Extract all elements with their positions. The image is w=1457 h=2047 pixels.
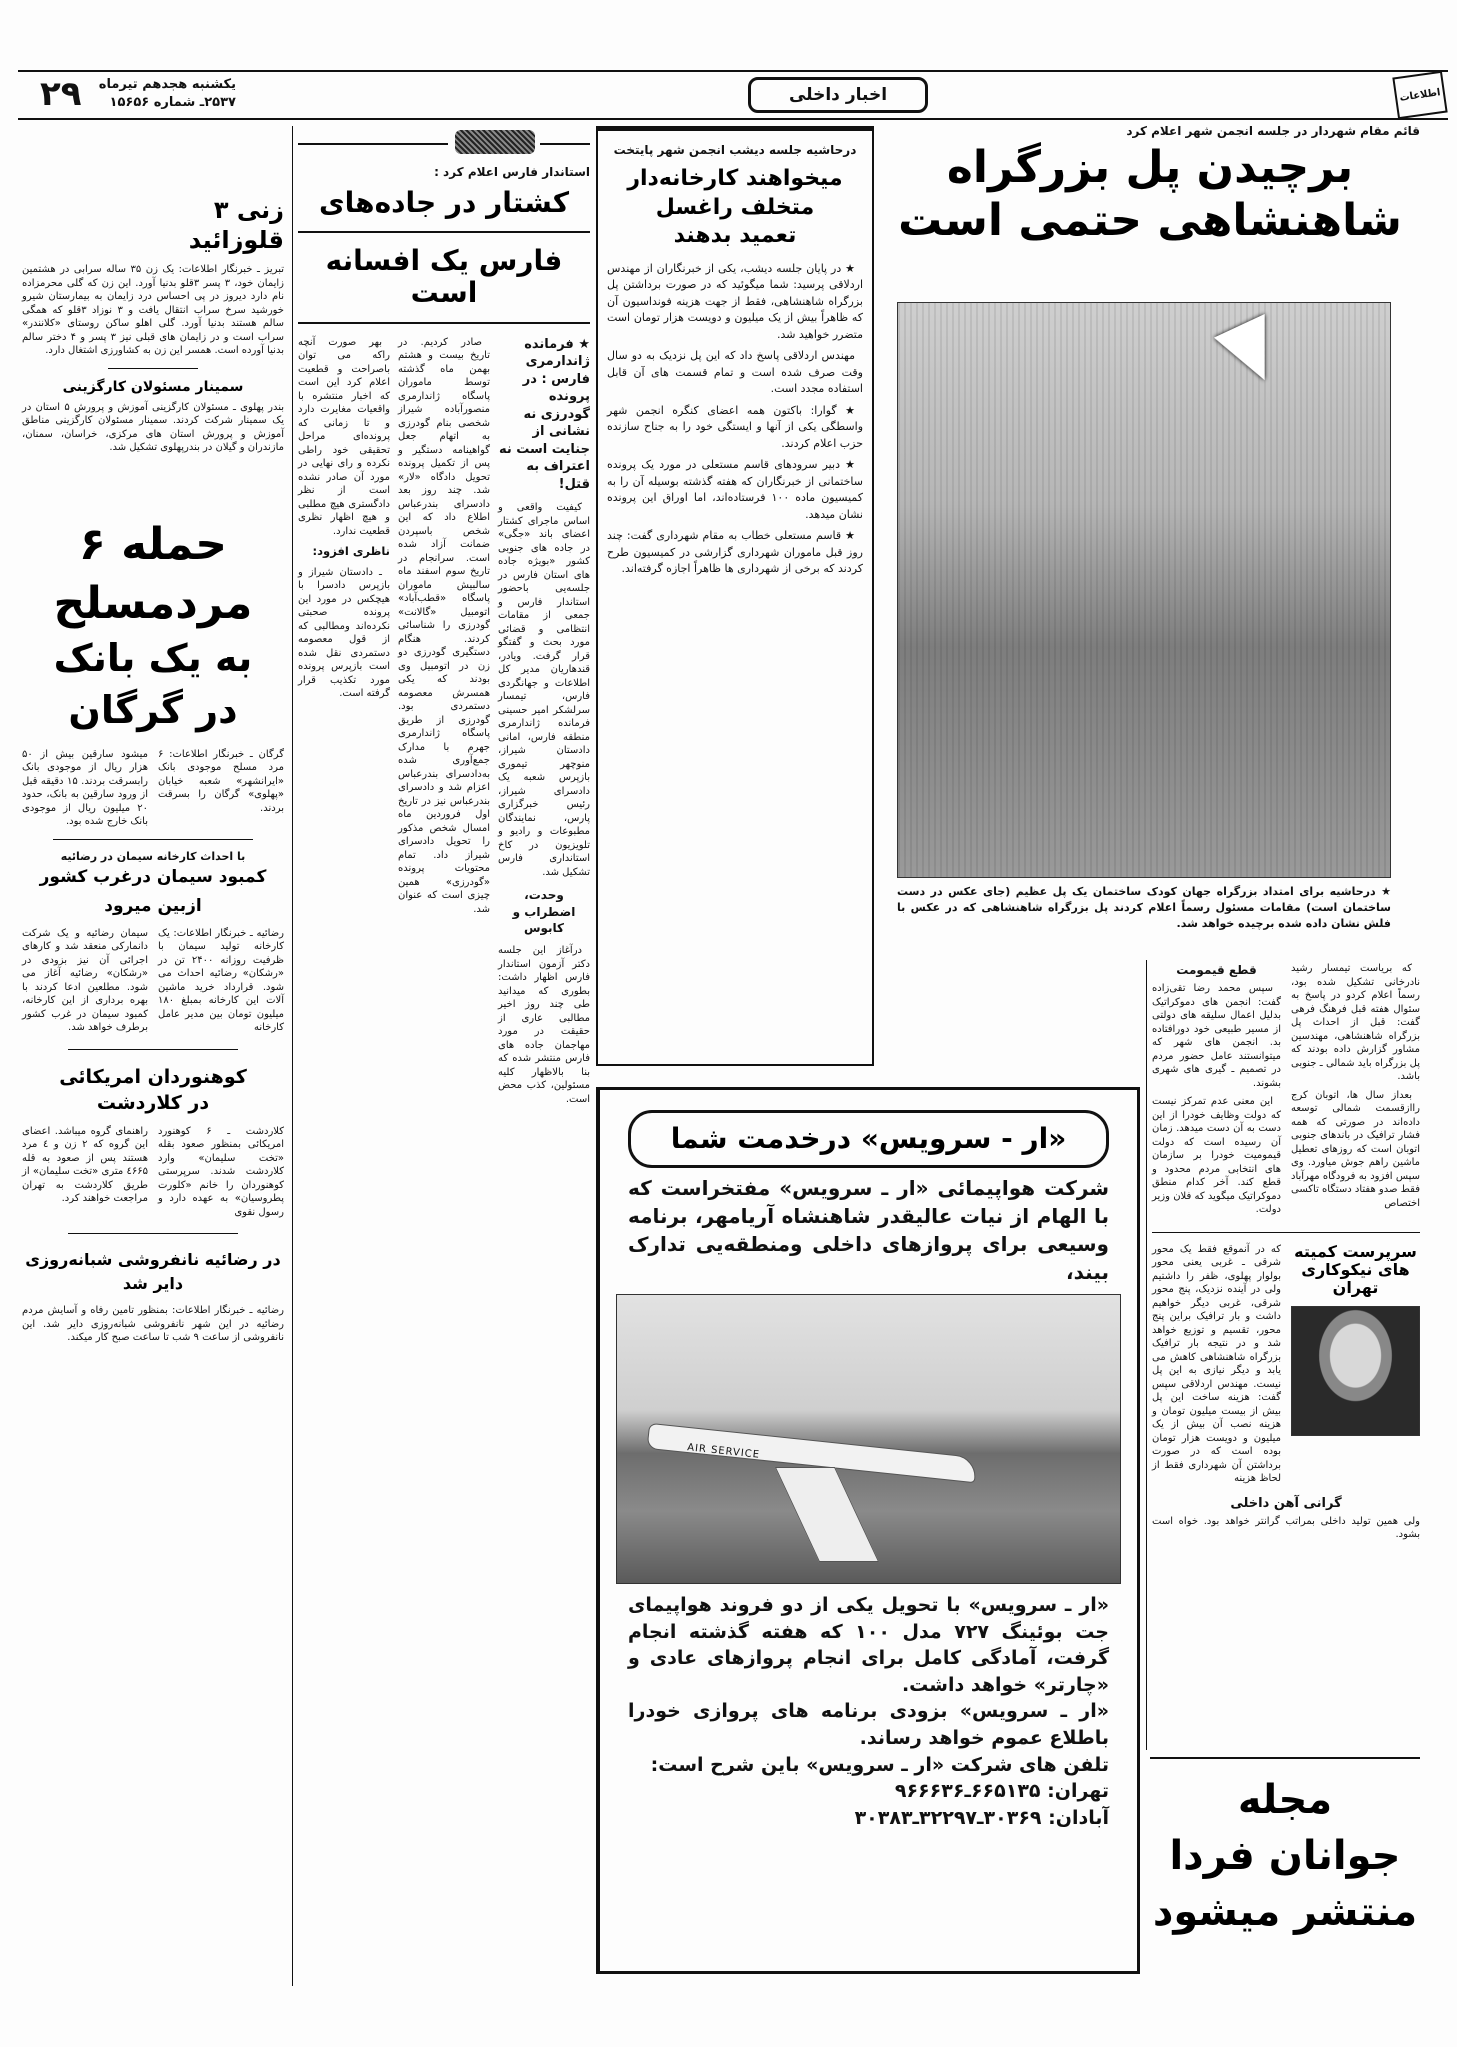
fars-columns bbox=[298, 336, 590, 1111]
divider bbox=[68, 1049, 238, 1050]
main-headline bbox=[880, 142, 1420, 248]
divider bbox=[1150, 1757, 1420, 1759]
column-header-banner bbox=[455, 130, 535, 154]
bridge-photo bbox=[897, 302, 1391, 878]
paragraph: ★ دبیر سرودهای قاسم مستعلی در مورد یک پرونده ساختمانی از خبرنگاران که هفته گذشته بوسیله آن را به کمیسیون ماده ۱۰۰ فرستاده‌اند، اما اوراق این پرونده نشان میدهد. bbox=[607, 458, 863, 521]
middle-story-body bbox=[607, 261, 863, 578]
divider bbox=[108, 368, 198, 369]
section-title: اخبار داخلی bbox=[788, 85, 888, 105]
photo-caption: ★ درحاشیه برای امتداد بزرگراه جهان کودک ساختمان یک پل عظیم (جای عکس در دست ساختمان است) مقامات مسئول رسماً اعلام کردند پل بزرگراه شاهنشاهی که در عکس با فلش نشان داده شده برچیده خواهد شد. bbox=[897, 885, 1391, 930]
airplane-wing bbox=[775, 1467, 879, 1562]
climbers-title bbox=[22, 1064, 284, 1117]
fars-subhead: ★ فرمانده ژاندارمری فارس : در پرونده گودرزی نه نشانی از جنایت است نه اعتراف به قتل! bbox=[498, 336, 590, 492]
divider bbox=[1152, 1232, 1420, 1233]
middle-headline-line: میخواهند کارخانه‌دار bbox=[627, 166, 843, 191]
main-story-col-1: که بریاست تیمسار رشید نادرخانی تشکیل شده بود، رسماً اعلام کردو در پاسخ به سئوال هفته قبل فرهنگ فرهی گفت: قبل از احداث پل بزرگراه شاهنشاهی، مهندسین مشاور گزارش داده بودند که پل بزرگراه باید شمالی ـ جنوبی باشد. bbox=[1291, 963, 1420, 1082]
bank-headline bbox=[22, 515, 284, 736]
climbers-title-line: در کلاردشت bbox=[96, 1092, 210, 1115]
paragraph: بهر صورت آنچه راکه می توان باصراحت و قطعیت اعلام کرد این است که اخبار منتشره با واقعیات مغایرت دارد و تا زمانی که پرونده‌ای مراحل تحقیقی خود راطی نکرده و رای نهایی در مورد آن صادر نشده است از نظر دادگستری هیچ مطلبی و هیچ اظهار نظری قطعیت ندارد. bbox=[298, 336, 390, 537]
main-headline-line: شاهنشاهی حتمی است bbox=[898, 194, 1402, 246]
bank-headline-line: به یک بانک bbox=[53, 636, 253, 681]
airline-ad bbox=[596, 1087, 1140, 1974]
bakery-body: رضائیه ـ خبرنگار اطلاعات: بمنظور تامین رفاه و آسایش مردم رضائیه در این شهر نانفروشی شبانه‌روزی دایر شد. این نانفروشی از ساعت ۹ شب تا ساعت صبح کار میکند. bbox=[22, 1305, 284, 1344]
sidebar-tail: ولی همین تولید داخلی بمراتب گرانتر خواهد بود. خواه است بشود. bbox=[1152, 1515, 1420, 1541]
triplets-headline bbox=[22, 195, 284, 255]
seminar-body: بندر پهلوی ـ مسئولان کارگزینی آموزش و پرورش ۵ استان در یک سمینار شرکت کردند. سمینار مسئولان کارگزینی مناطق آموزش و پرورش استان های مرکزی، خراسان، سمنان، مازندران و گیلان در بندرپهلوی تشکیل شد. bbox=[22, 401, 284, 454]
magazine-ad-line: منتشر میشود bbox=[1152, 1889, 1418, 1935]
airline-ad-body bbox=[628, 1592, 1109, 1831]
main-story-subcol-right bbox=[1291, 962, 1420, 1215]
fars-story bbox=[298, 165, 590, 1111]
seminar-title: سمینار مسئولان کارگزینی bbox=[62, 378, 244, 395]
cement-kicker: با احداث کارخانه سیمان در رضائیه bbox=[60, 849, 246, 863]
cement-body-col: سیمان رضائیه و یک شرکت دانمارکی منعقد شد و کارهای اجرائی آن نیز بزودی در «رشکان» رضائیه آغاز می شود. مطلعین ادعا کردند با بهره برداری از این کارخانه، کمبود سیمان در غرب کشور برطرف خواهد شد. bbox=[22, 927, 148, 1034]
middle-headline bbox=[607, 165, 863, 251]
magazine-ad-line: مجله bbox=[1237, 1777, 1333, 1823]
fars-col-2 bbox=[398, 336, 490, 922]
fars-headline-2: فارس یک افسانه است bbox=[325, 244, 563, 310]
airline-ad-intro: شرکت هواپیمائی «ار ـ سرویس» مفتخراست که با الهام از نیات عالیقدر شاهنشاه آریامهر، برنامه وسیعی برای پروازهای داخلی ومنطقه‌یی تدارک بیند، bbox=[628, 1176, 1109, 1284]
fars-subhead-3: ناظری افزود: bbox=[312, 544, 390, 559]
arrow-icon bbox=[1214, 314, 1290, 392]
sidebar-title-line: تهران bbox=[1332, 1278, 1379, 1298]
cement-title-line: کمبود سیمان درغرب کشور bbox=[39, 866, 267, 887]
climbers-body-col: کلاردشت ـ ۶ کوهنورد امریکائی بمنظور صعود بقله «تخت سلیمان» وارد کلاردشت شدند. سرپرستی کوهنوردان را خانم «کلورت پطروسیان» به عهده دارد و رسول نقوی bbox=[158, 1125, 284, 1218]
triplets-headline-line: قلوزائید bbox=[188, 226, 284, 254]
fars-kicker: استاندار فارس اعلام کرد : bbox=[434, 165, 590, 179]
right-column bbox=[1152, 962, 1420, 1542]
climbers-title-line: کوهنوردان امریکائی bbox=[59, 1065, 247, 1088]
climbers-body bbox=[22, 1125, 284, 1220]
main-story-col-4: این معنی عدم تمرکز نیست که دولت وظایف خودرا از این دست به آن دست میدهد. زمان آن رسیده است که دولت قیمومیت خودرا بر سازمان های انتخابی مردم محدود و قطع کند. آخر کدام منطق دموکراتیک میگوید که فلان وزیر دولت. bbox=[1152, 1096, 1281, 1216]
bank-headline-line: مردمسلح bbox=[53, 577, 253, 629]
paragraph: مهندس اردلاقی پاسخ داد که این پل نزدیک به دو سال وقت صرف شده است و تمام قسمت های آن قابل استفاده مجدد است. bbox=[607, 349, 863, 396]
paragraph: ـ دادستان شیراز و بازپرس دادسرا با هیچکس در مورد این پرونده صحبتی نکرده‌اند ومطالبی که از قول معصومه دستمردی نقل شده است بازپرس پرونده مورد تکذیب قرار گرفته است. bbox=[298, 566, 390, 700]
middle-story-box bbox=[596, 126, 874, 1066]
main-story-col-2: بعداز سال ها، اتوبان کرج راازقسمت شمالی توسعه داده‌اند در صورتی که همه فشار ترافیک در باندهای جنوبی اتوبان است که روزهای تعطیل ماشین راهم جوش میاورد. وی سپس افزود به فرودگاه مهرآباد فقط صدو هفتاد دستگاه تاکسی اختصاص bbox=[1291, 1089, 1420, 1209]
phone-abadan: آبادان: ۳۰۳۶۹ـ۳۲۲۹۷ـ۳۰۳۸۳ bbox=[854, 1806, 1109, 1829]
main-kicker: قائم مقام شهردار در جلسه انجمن شهر اعلام کرد bbox=[1126, 124, 1420, 138]
newspaper-logo bbox=[1392, 71, 1447, 120]
sidebar-title-line: سرپرست کمیته bbox=[1294, 1241, 1417, 1261]
sidebar-title-and-photo bbox=[1291, 1243, 1420, 1436]
paragraph: ★ در پایان جلسه دیشب، یکی از خبرنگاران از مهندس اردلاقی پرسید: شما میگوئید که در صورت برداشتن پل بزرگراه شاهنشاهی، فقط از جهت هزینه فونداسیون آن که ظاهراً بیش از یک میلیون و دویست هزار تومان است متضرر خواهید شد. bbox=[607, 261, 863, 341]
fars-headline-1: کشتار در جاده‌های bbox=[318, 186, 569, 219]
airline-ad-phones-label: تلفن های شرکت «ار ـ سرویس» باین شرح است: bbox=[650, 1753, 1109, 1776]
bank-body-col: گرگان ـ خبرنگار اطلاعات: ۶ مرد مسلح موجودی بانک «ایرانشهر» شعبه خیابان «پهلوی» گرگان را بسرقت بردند. bbox=[158, 748, 284, 814]
paragraph: کیفیت واقعی و اساس ماجرای کشتار اعضای باند «جگی» در جاده های جنوبی کشور «بویژه جاده های استان فارس در جلسه‌یی باحضور استاندار فارس و جمعی از مقامات انتظامی و قضائی مورد بحث و گفتگو قرار گرفت. ویادر، قندهاریان مدیر کل اطلاعات و جهانگردی فارس، تیمسار سرلشکر امیر حسینی فرمانده ژاندارمری منطقه فارس، امانی دادستان شیراز، منوچهر تیموری بازپرس شعبه یک دادسرای شیراز، رئیس خبرگزاری پارس، نمایندگان مطبوعات و رادیو و تلویزیون در کاخ استانداری فارس تشکیل شد. bbox=[498, 502, 590, 878]
main-headline-line: برچیدن پل بزرگراه bbox=[946, 142, 1354, 193]
sidebar bbox=[1152, 1243, 1420, 1486]
bakery-title-line: دایر شد bbox=[122, 1274, 184, 1294]
divider bbox=[298, 143, 448, 145]
airplane-label: AIR SERVICE bbox=[686, 1442, 761, 1461]
bank-body-col: میشود سارقین بیش از ۵۰ هزار ریال از موجودی بانک رابسرقت بردند. ۱۵ دقیقه قبل از ورود سارقین به بانک، حدود ۲۰ میلیون ریال از موجودی بانک خارج شده بود. bbox=[22, 748, 148, 828]
magazine-ad-line: جوانان فردا bbox=[1169, 1833, 1401, 1879]
portrait-photo bbox=[1291, 1306, 1420, 1436]
fars-subhead-2: وحدت، اضطراب و کابوس bbox=[512, 888, 576, 935]
phone-tehran: تهران: ۶۶۵۱۳۵ـ۹۶۶۶۳۶ bbox=[894, 1780, 1109, 1803]
fars-col-3 bbox=[298, 336, 390, 706]
main-story-columns bbox=[1152, 962, 1420, 1222]
main-story-col-3: سپس محمد رضا تقی‌زاده گفت: انجمن های دموکراتیک بدلیل اعمال سلیقه های دولتی از مسیر طبیعی خود دورافتاده بد. انجمن های شهر که میتوانستند عامل حضور مردم در تصمیم ـ گیری های شهری بشوند. bbox=[1152, 983, 1281, 1089]
divider bbox=[298, 322, 590, 324]
section-label bbox=[748, 77, 928, 113]
climbers-body-col: راهنمای گروه میباشد. اعضای این گروه که ۲ زن و ٤ مرد هستند پس از صعود به قله ٤۶۶۵ متری «تخت سلیمان» از طریق کلاردشت به تهران مراجعت خواهند کرد. bbox=[22, 1125, 148, 1205]
cement-title bbox=[22, 863, 284, 921]
logo-text: اطلاعات bbox=[1398, 86, 1442, 104]
divider bbox=[540, 143, 590, 145]
sidebar-text: که در آنموقع فقط یک محور شرقی ـ غربی یعنی محور بولوار پهلوی، ظفر را داشتیم ولی در آینده نزدیک، پنج محور شرقی، غربی دیگر خواهیم داشت و بار ترافیک براین پنج محور، تقسیم و توزیع خواهد شد و در نتیجه بار ترافیک بزرگراه شاهنشاهی کاهش می یابد و دیگر نیازی به این پل نیست. مهندس اردلاقی سپس گفت: هزینه ساخت این پل بیش از بیست میلیون تومان و هزینه نصب آن بیش از یک میلیون و دویست هزار تومان بوده است که در صورت برداشتن آن شهرداری فقط از لحاظ هزینه bbox=[1152, 1243, 1281, 1485]
bank-body bbox=[22, 748, 284, 829]
cement-body bbox=[22, 927, 284, 1035]
triplets-body: تبریز ـ خبرنگار اطلاعات: یک زن ۳۵ ساله سرابی در هشتمین زایمان خود، ۳ پسر ۳قلو بدنیا آورد. این زن که گلی محرمزاده نام دارد دیروز در پی احساس درد زایمان به بیمارستان شیرو خورشید سرخ سراب انتقال یافت و ۳ نوزاد ۳قلو که همگی سالم هستند بدنیا آورد. گلی اهلو ساکن روستای «کلانندر» سراب است و در زایمان های قبلی نیز ۳ پسر و ۴ دختر سالم بدنیا آورده است. همسر این زن به کشاورزی اشتغال دارد. bbox=[22, 264, 285, 356]
divider bbox=[298, 231, 590, 233]
paragraph: درآغاز این جلسه دکتر آزمون استاندار فارس اظهار داشت: بطوری که میدانید طی چند روز اخیر مطالبی عاری از حقیقت در مورد مهاجمان جاده های فارس منتشر شده که بنا بالاظهار کلیه مسئولین، کذب محض است. bbox=[498, 945, 590, 1105]
airline-ad-paragraph: «ار ـ سرویس» بزودی برنامه های پروازی خودرا باطلاع عموم خواهد رساند. bbox=[628, 1700, 1109, 1749]
middle-headline-line: تعمید بدهند bbox=[673, 223, 797, 249]
cement-body-col: رضائیه ـ خبرنگار اطلاعات: یک کارخانه تولید سیمان با ظرفیت روزانه ۲۴۰۰ تن در «رشکان» رضائیه احداث می شود. قرارداد خرید ماشین آلات این کارخانه بمبلغ ۱۸۰ میلیون تومان بین مدیر عامل کارخانه bbox=[158, 927, 284, 1034]
main-story-subhead: قطع قیمومت bbox=[1176, 963, 1257, 977]
sidebar-title bbox=[1291, 1243, 1420, 1298]
paragraph: صادر کردیم. در تاریخ بیست و هشتم بهمن ماه گذشته توسط ماموران پاسگاه ژاندارمری منصورآباده شیراز شخصی بنام گودرزی به اتهام جعل گواهینامه دستگیر و پس از تکمیل پرونده تحویل دادگاه «لار» شد. چند روز بعد دادسرای بندرعباس اطلاع داد که این شخص باسپردن ضمانت آزاد شده است. سرانجام در تاریخ سوم اسفند ماه سالبیش ماموران پاسگاه «قطب‌آباد» اتومبیل «گالانت» گودرزی را شناسائی کردند. هنگام دستگیری گودرزی دو زن در اتومبیل وی بودند که یکی همسرش معصومه دستمردی بود. گودرزی از طریق پاسگاه ژاندارمری جهرم با مدارک جمع‌آوری شده به‌دادسرای بندرعباس اعزام شد و دادسرای بندرعباس نیز در تاریخ اول فروردین ماه امسال شخص مذکور را تحویل دادسرای شیراز داد. تمام محتویات پرونده «گودرزی» همین چیزی است که عنوان شد. bbox=[398, 336, 490, 915]
divider bbox=[53, 839, 253, 840]
sidebar-subhead: گرانی آهن داخلی bbox=[1230, 1495, 1342, 1511]
issue-number: ۲۵۳۷ـ شماره ۱۵۶۵۶ bbox=[109, 94, 236, 110]
issue-date: یکشنبه هجدهم تیرماه bbox=[98, 77, 236, 92]
airline-ad-paragraph: «ار ـ سرویس» با تحویل یکی از دو فروند هواپیمای جت بوئینگ ۷۲۷ مدل ۱۰۰ که هفته گذشته انجام گرفت، آمادگی کامل برای انجام پروازهای عادی و «چارتر» خواهد داشت. bbox=[628, 1594, 1109, 1696]
fars-col-1 bbox=[498, 336, 590, 1111]
bakery-title bbox=[22, 1248, 284, 1296]
paragraph: ★ قاسم مستعلی خطاب به مقام شهرداری گفت: چند روز قبل ماموران شهرداری گزارشی در کمیسیون طرح کردند که برخی از شهرداری ها ظاهراً اجازه گرفته‌اند. bbox=[607, 529, 863, 576]
triplets-headline-line: زنی ۳ bbox=[213, 196, 284, 224]
main-story-subcol-left bbox=[1152, 962, 1281, 1222]
issue-info bbox=[96, 76, 236, 111]
page-number: ۲۹ bbox=[40, 74, 82, 114]
left-column bbox=[22, 195, 284, 1345]
divider bbox=[292, 126, 293, 1986]
paragraph: ★ گوارا: باکتون همه اعضای کنگره انجمن شهر واسطگی یکی از آنها و ایستگی خود را به جناح سازنده حزب اعلام کردند. bbox=[607, 403, 863, 450]
cement-title-line: ازبین میرود bbox=[104, 895, 202, 916]
bank-headline-line: در گرگان bbox=[68, 687, 238, 732]
divider bbox=[1146, 960, 1147, 1750]
sidebar-title-line: های نیکوکاری bbox=[1301, 1260, 1410, 1280]
airline-ad-title: «ار - سرویس» درخدمت شما bbox=[628, 1110, 1109, 1168]
middle-kicker: درحاشیه جلسه دیشب انجمن شهر پایتخت bbox=[613, 143, 857, 157]
magazine-ad bbox=[1150, 1772, 1420, 1940]
bank-headline-line: حمله ۶ bbox=[78, 518, 228, 570]
bakery-title-line: در رضائیه نانفروشی شبانه‌روزی bbox=[25, 1250, 281, 1270]
divider bbox=[68, 1233, 238, 1234]
middle-headline-line: متخلف راغسل bbox=[655, 194, 815, 220]
airplane-photo bbox=[616, 1294, 1121, 1584]
